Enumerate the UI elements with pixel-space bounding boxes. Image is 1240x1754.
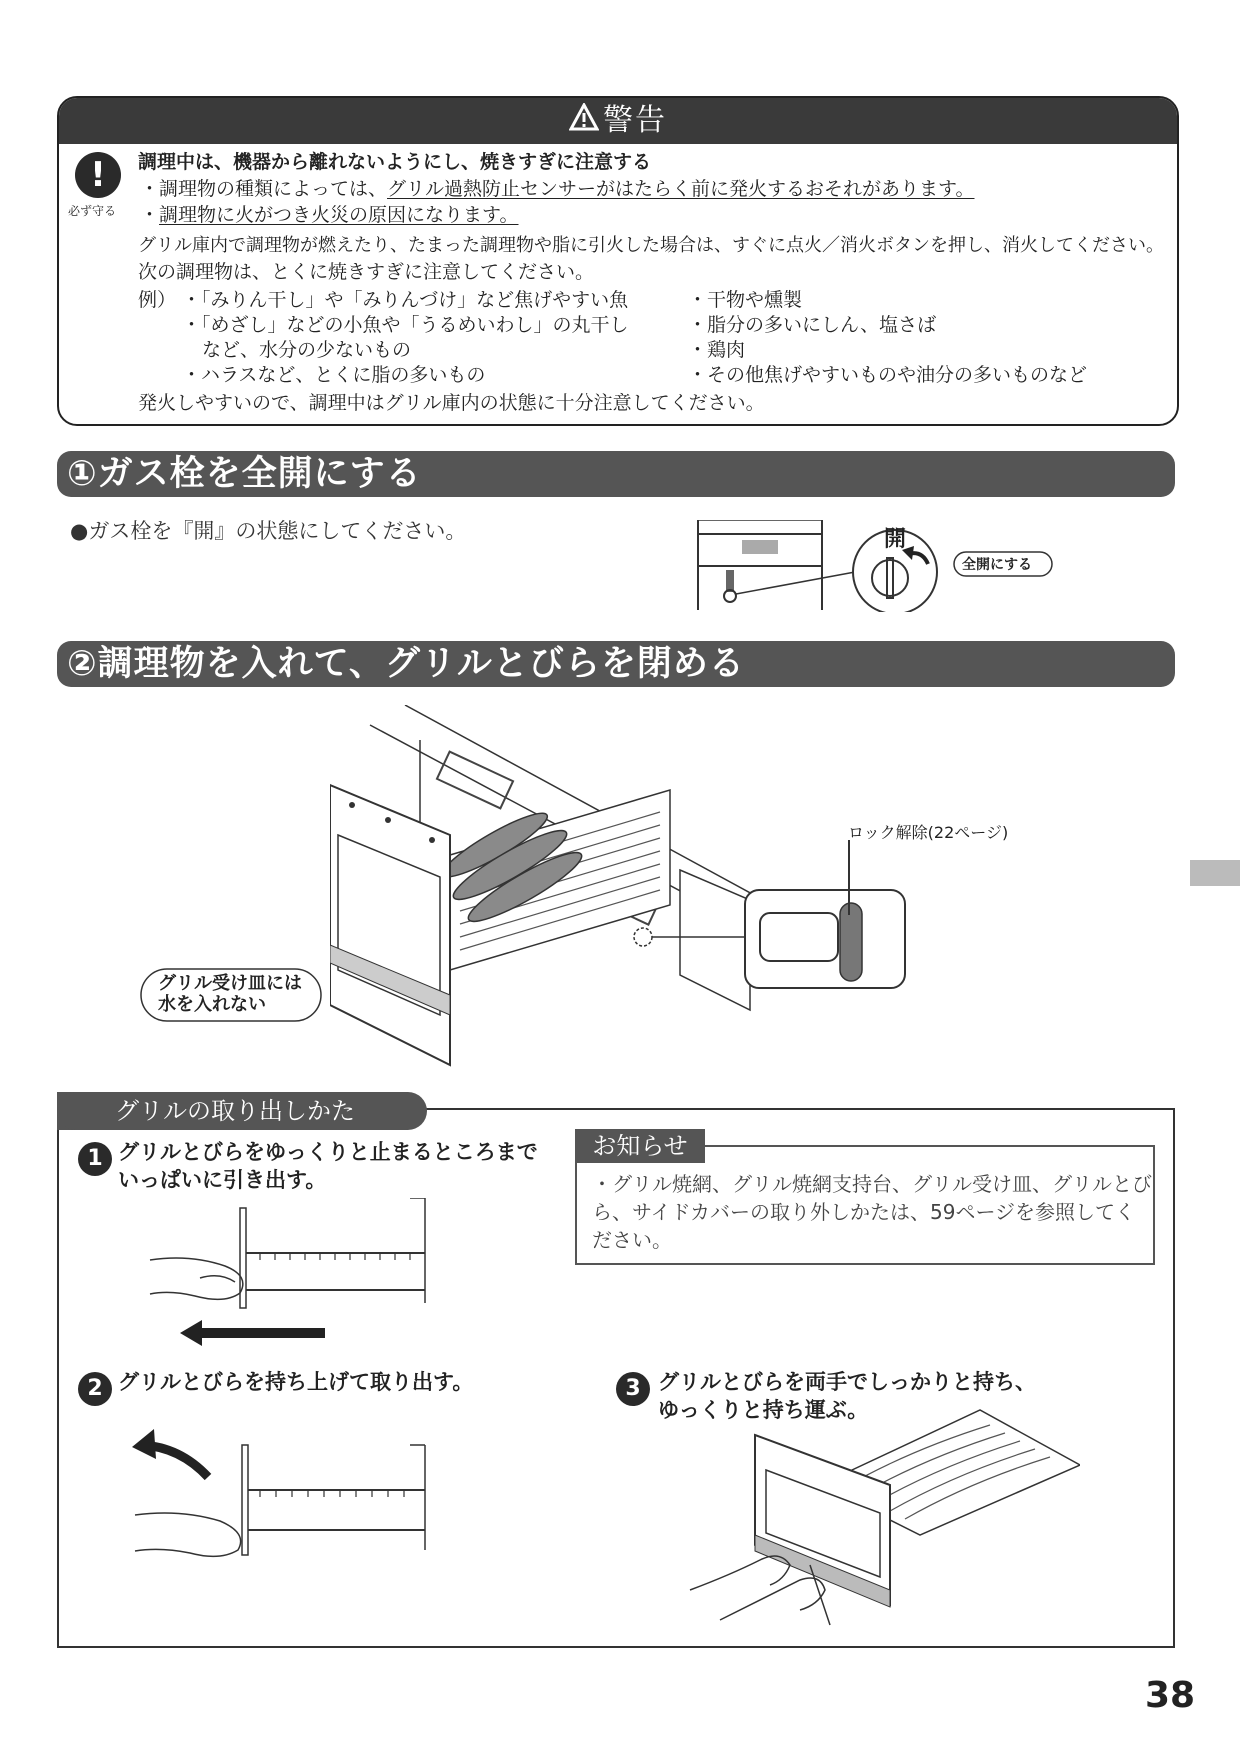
step1-text-line1: グリルとびらをゆっくりと止まるところまで [118, 1140, 538, 1164]
drip-tray-note: グリル受け皿には 水を入れない [158, 973, 302, 1015]
section2-title: ②調理物を入れて、グリルとびらを閉める [57, 641, 1175, 687]
step1-text-line2: いっぱいに引き出す。 [118, 1168, 327, 1192]
warning-bullet-2: ・調理物に火がつき火災の原因になります。 [140, 204, 519, 226]
page-side-tab [1190, 860, 1240, 886]
step2-number: 2 [78, 1372, 112, 1406]
page-number: 38 [1145, 1675, 1196, 1716]
valve-open-label: 開 [884, 527, 907, 552]
example-left-1: ・「みりん干し」や「みりんづけ」など焦げやすい魚 [182, 289, 629, 311]
must-obey-icon: ! [75, 152, 121, 198]
step3-number: 3 [616, 1372, 650, 1406]
step3-text-line2: ゆっくりと持ち運ぶ。 [658, 1398, 869, 1422]
example-left-4: ・ハラスなど、とくに脂の多いもの [182, 364, 486, 386]
example-left-2: ・「めざし」などの小魚や「うるめいわし」の丸干し [182, 314, 629, 336]
example-right-2: ・脂分の多いにしん、塩さば [688, 314, 937, 336]
must-obey-label: 必ず守る [68, 204, 117, 218]
step1-figure [140, 1198, 440, 1348]
warning-caution-intro: 次の調理物は、とくに焼きすぎに注意してください。 [138, 261, 595, 283]
lock-release-label: ロック解除(22ページ) [848, 823, 1009, 842]
step1-number: 1 [78, 1142, 112, 1176]
notice-title: お知らせ [575, 1129, 705, 1163]
warning-bullet-1: ・調理物の種類によっては、グリル過熱防止センサーがはたらく前に発火するおそれがあります。 [140, 178, 975, 200]
grill-door-closing-figure [330, 705, 1020, 1090]
example-left-3: など、水分の少ないもの [202, 339, 412, 361]
section1-text: ●ガス栓を『開』の状態にしてください。 [70, 519, 467, 543]
example-right-4: ・その他焦げやすいものや油分の多いものなど [688, 364, 1088, 386]
warning-footer: 発火しやすいので、調理中はグリル庫内の状態に十分注意してください。 [138, 392, 765, 414]
example-label: 例） [138, 289, 177, 311]
full-open-label: 全開にする [962, 557, 1032, 573]
step2-text: グリルとびらを持ち上げて取り出す。 [118, 1370, 474, 1394]
warning-instruction: グリル庫内で調理物が燃えたり、たまった調理物や脂に引火した場合は、すぐに点火／消火ボタンを押し、消火してください。 [138, 235, 1164, 256]
example-right-3: ・鶏肉 [688, 339, 746, 361]
warning-triangle-icon [569, 99, 599, 145]
notice-text: ・グリル焼網、グリル焼網支持台、グリル受け皿、グリルとびら、サイドカバーの取り外しかたは、59ページを参照してください。 [592, 1172, 1152, 1252]
warning-header [59, 98, 1177, 144]
step2-figure [130, 1425, 440, 1575]
warning-title: 警告 [603, 103, 667, 138]
example-right-1: ・干物や燻製 [688, 289, 803, 311]
warning-headline: 調理中は、機器から離れないようにし、焼きすぎに注意する [138, 151, 652, 173]
step3-text-line1: グリルとびらを両手でしっかりと持ち、 [658, 1370, 1036, 1394]
removal-tab: グリルの取り出しかた [57, 1092, 427, 1130]
step3-figure [680, 1395, 1080, 1635]
section1-title: ①ガス栓を全開にする [57, 451, 1175, 497]
